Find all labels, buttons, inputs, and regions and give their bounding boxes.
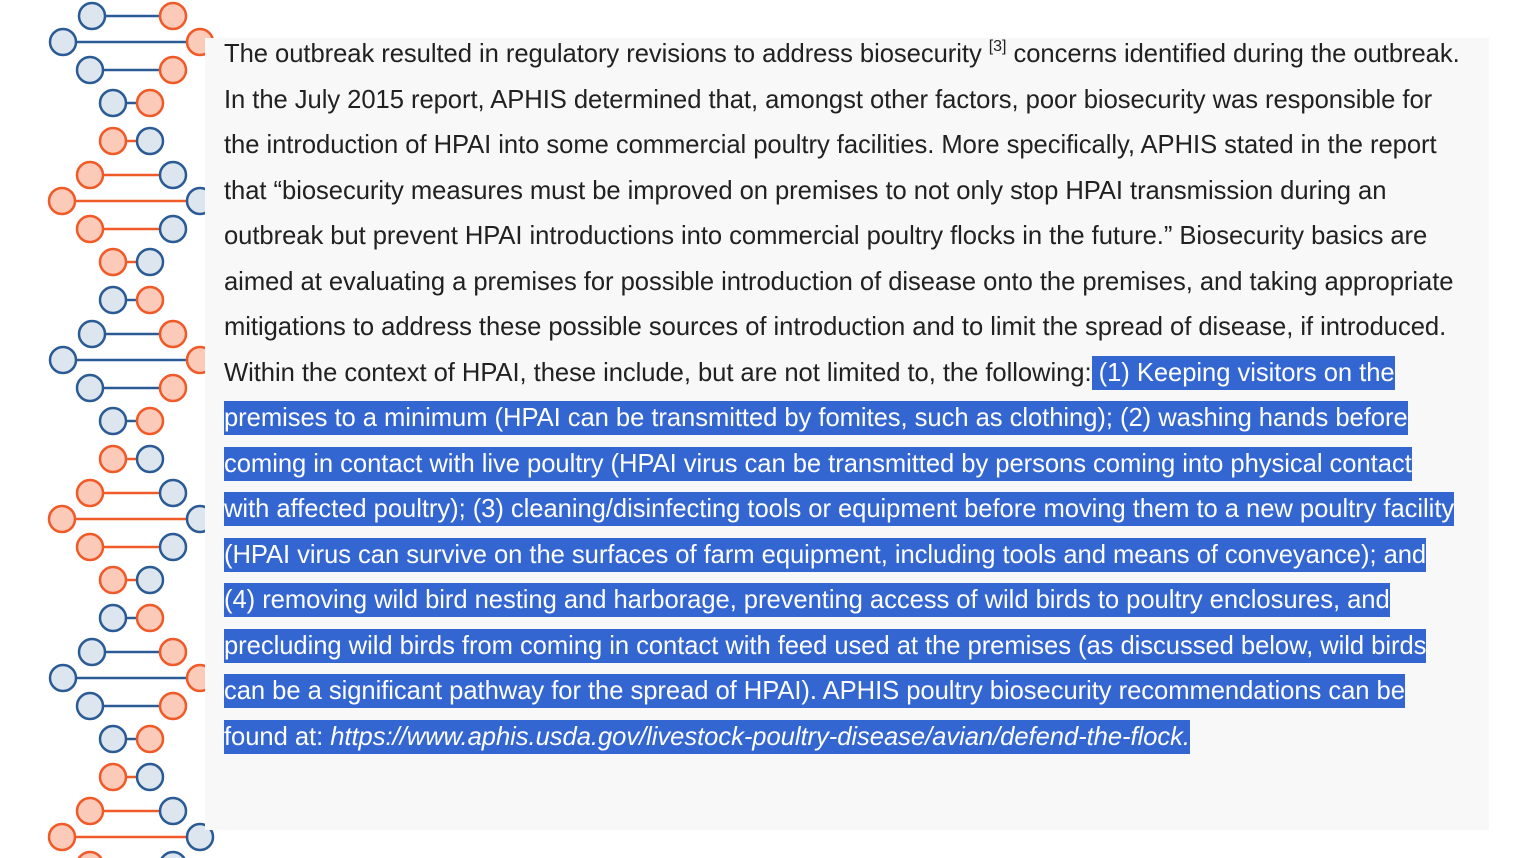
citation-ref[interactable]: [3] — [988, 38, 1007, 55]
dna-rung — [100, 287, 163, 313]
dna-rung — [79, 321, 186, 347]
dna-rung — [49, 188, 213, 214]
dna-rung — [77, 480, 186, 506]
dna-rung — [100, 567, 163, 593]
dna-rung — [77, 534, 186, 560]
biosecurity-paragraph — [224, 32, 1464, 760]
dna-strand-decoration — [40, 0, 220, 858]
dna-rung — [77, 693, 186, 719]
dna-rung — [77, 798, 186, 824]
dna-rung — [77, 216, 186, 242]
dna-rung — [100, 726, 163, 752]
dna-rung — [50, 347, 213, 373]
paragraph-text: The outbreak resulted in regulatory revisions to address biosecurity — [224, 40, 989, 68]
dna-rung — [100, 90, 163, 116]
dna-rung — [77, 162, 186, 188]
dna-rung — [77, 852, 186, 858]
dna-rung — [49, 506, 213, 532]
dna-rung — [79, 3, 186, 29]
dna-rung — [77, 57, 186, 83]
dna-rung — [100, 408, 163, 434]
dna-rung — [77, 375, 186, 401]
selected-text[interactable]: (1) Keeping visitors on the premises to a minimum (HPAI can be transmitted by fomites, such as clothing); (2) washing hands before coming in contact with live poultry (HPAI virus can be transmitted by persons coming into physical contact with affected poultry); (3) cleaning/disinfecting tools or equipment before moving them to a new poultry facility (HPAI virus can survive on the surfaces of farm equipment, including tools and means of conveyance); and (4) removing wild bird nesting and harborage, preventing access of wild birds to poultry enclosures, and precluding wild birds from coming in contact with feed used at the premises (as discussed below, wild birds can be a significant pathway for the spread of HPAI). APHIS poultry biosecurity recommendations can be found at: — [224, 356, 1454, 754]
defend-the-flock-link[interactable]: https://www.aphis.usda.gov/livestock-poultry-disease/avian/defend-the-flock. — [330, 720, 1190, 754]
paragraph-text-continued: concerns identified during the outbreak. In the July 2015 report, APHIS determined that, amongst other factors, poor biosecurity was responsible for the introduction of HPAI into some commercial poultry facilities. More specifically, APHIS stated in the report that “biosecurity measures must be improved on premises to not only stop HPAI transmission during an outbreak but prevent HPAI introductions into commercial poultry flocks in the future.” Biosecurity basics are aimed at evaluating a premises for possible introduction of disease onto the premises, and taking appropriate mitigations to address these possible sources of introduction and to limit the spread of disease, if introduced. Within the context of HPAI, these include, but are not limited to, the following: — [224, 40, 1460, 387]
dna-rung — [50, 29, 213, 55]
dna-rung — [79, 639, 186, 665]
dna-rung — [100, 764, 163, 790]
dna-rung — [100, 249, 163, 275]
dna-rung — [50, 665, 213, 691]
dna-rung — [100, 128, 163, 154]
dna-rung — [49, 824, 213, 850]
dna-rung — [100, 446, 163, 472]
dna-rung — [100, 605, 163, 631]
